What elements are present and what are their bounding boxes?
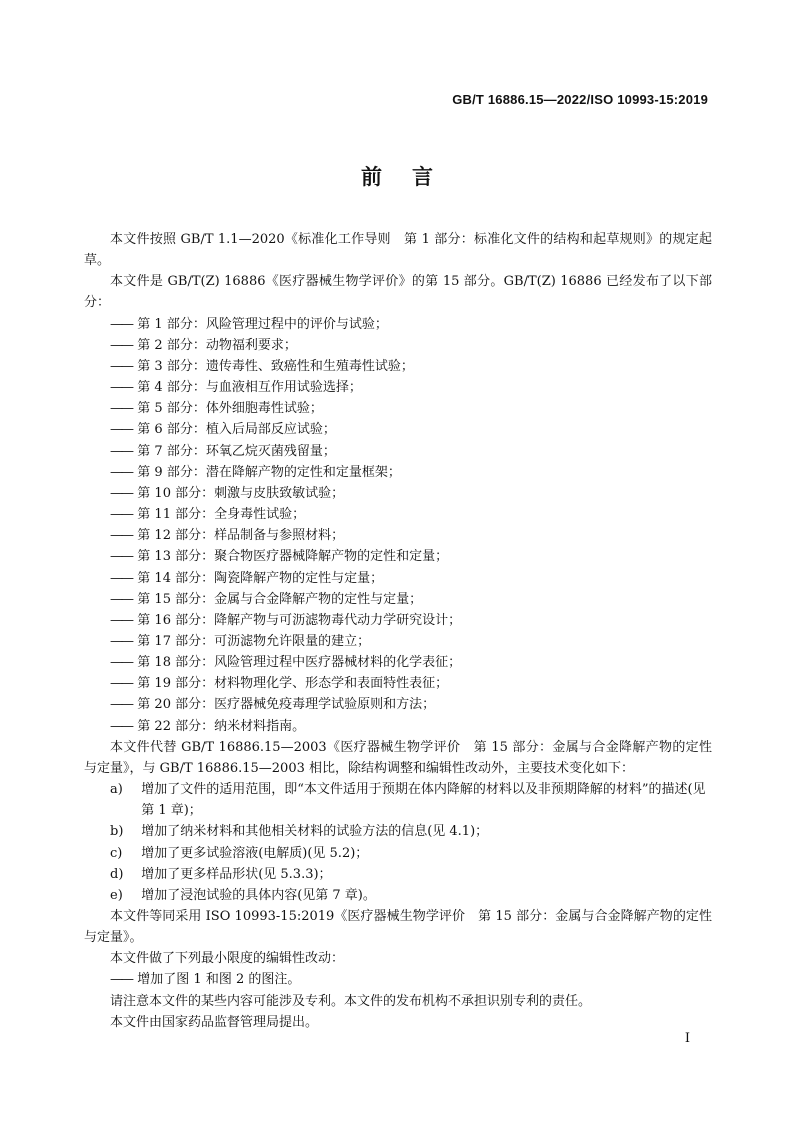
- change-item: [84, 821, 712, 842]
- parts-list-item-text: 第 11 部分：全身毒性试验；: [137, 507, 306, 523]
- edit-item: [84, 969, 712, 990]
- parts-list-item-text: 第 19 部分：材料物理化学、形态学和表面特性表征；: [137, 676, 449, 692]
- dash-mark: ——: [110, 380, 132, 396]
- dash-mark: ——: [110, 655, 132, 671]
- dash-mark: ——: [110, 972, 132, 988]
- parts-list-item: [84, 504, 712, 525]
- changes-list: [84, 779, 712, 906]
- parts-list-item-text: 第 1 部分：风险管理过程中的评价与试验；: [137, 316, 388, 332]
- dash-mark: ——: [110, 591, 132, 607]
- change-item-label: b): [110, 824, 124, 840]
- parts-list: [84, 314, 712, 737]
- dash-mark: ——: [110, 401, 132, 417]
- edit-item-text: 增加了图 1 和图 2 的图注。: [137, 972, 301, 988]
- dash-mark: ——: [110, 528, 132, 544]
- parts-list-item: [84, 631, 712, 652]
- parts-list-item: [84, 377, 712, 398]
- change-item-text: 增加了更多样品形状(见 5.3.3)；: [141, 866, 332, 882]
- dash-mark: ——: [110, 422, 132, 438]
- parts-list-item: [84, 314, 712, 335]
- dash-mark: ——: [110, 464, 132, 480]
- replace-paragraph: 本文件代替 GB/T 16886.15—2003《医疗器械生物学评价 第 15 部分：金属与合金降解产物的定性与定量》，与 GB/T 16886.15—2003 相比，除结构调整和编辑性改动外，主要技术变化如下：: [84, 739, 712, 776]
- parts-list-item: [84, 652, 712, 673]
- parts-list-item: [84, 546, 712, 567]
- dash-mark: ——: [110, 570, 132, 586]
- parts-list-item-text: 第 10 部分：刺激与皮肤致敏试验；: [137, 485, 345, 501]
- parts-list-item: [84, 673, 712, 694]
- parts-list-item-text: 第 4 部分：与血液相互作用试验选择；: [137, 380, 362, 396]
- dash-mark: ——: [110, 358, 132, 374]
- parts-list-item-text: 第 20 部分：医疗器械免疫毒理学试验原则和方法；: [137, 697, 436, 713]
- parts-list-item: [84, 356, 712, 377]
- parts-list-item-text: 第 14 部分：陶瓷降解产物的定性与定量；: [137, 570, 384, 586]
- parts-list-item: [84, 589, 712, 610]
- document-body: [84, 229, 712, 1033]
- dash-mark: ——: [110, 633, 132, 649]
- page-number: I: [684, 1031, 690, 1046]
- parts-list-item: [84, 568, 712, 589]
- parts-list-item: [84, 398, 712, 419]
- document-header: GB/T 16886.15—2022/ISO 10993-15:2019: [452, 92, 708, 107]
- parts-list-item: [84, 419, 712, 440]
- dash-mark: ——: [110, 443, 132, 459]
- parts-list-item: [84, 694, 712, 715]
- parts-list-item-text: 第 9 部分：潜在降解产物的定性和定量框架；: [137, 464, 401, 480]
- change-item-label: a): [110, 782, 123, 798]
- parts-list-item-text: 第 16 部分：降解产物与可沥滤物毒代动力学研究设计；: [137, 612, 462, 628]
- change-item-label: e): [110, 887, 123, 903]
- parts-list-item: [84, 462, 712, 483]
- parts-list-item-text: 第 6 部分：植入后局部反应试验；: [137, 422, 336, 438]
- parts-list-item-text: 第 2 部分：动物福利要求；: [137, 337, 297, 353]
- page-title: 前言: [361, 165, 463, 189]
- edit-paragraph: 本文件做了下列最小限度的编辑性改动：: [110, 951, 345, 967]
- dash-mark: ——: [110, 718, 132, 734]
- dash-mark: ——: [110, 676, 132, 692]
- dash-mark: ——: [110, 485, 132, 501]
- parts-list-item-text: 第 12 部分：样品制备与参照材料；: [137, 528, 345, 544]
- change-item: [84, 843, 712, 864]
- dash-mark: ——: [110, 549, 132, 565]
- change-item-text: 增加了更多试验溶液(电解质)(见 5.2)；: [141, 845, 369, 861]
- parts-list-item-text: 第 15 部分：金属与合金降解产物的定性与定量；: [137, 591, 423, 607]
- parts-list-item-text: 第 22 部分：纳米材料指南。: [137, 718, 306, 734]
- change-item: [84, 864, 712, 885]
- change-item-text: 增加了浸泡试验的具体内容(见第 7 章)。: [141, 887, 376, 903]
- change-item: [84, 885, 712, 906]
- change-item: [84, 779, 712, 821]
- patent-paragraph: 请注意本文件的某些内容可能涉及专利。本文件的发布机构不承担识别专利的责任。: [110, 993, 592, 1009]
- dash-mark: ——: [110, 612, 132, 628]
- dash-mark: ——: [110, 507, 132, 523]
- change-item-label: d): [110, 866, 124, 882]
- dash-mark: ——: [110, 337, 132, 353]
- parts-list-item-text: 第 18 部分：风险管理过程中医疗器械材料的化学表征；: [137, 655, 462, 671]
- proposer-paragraph: 本文件由国家药品监督管理局提出。: [110, 1014, 319, 1030]
- parts-list-item-text: 第 7 部分：环氧乙烷灭菌残留量；: [137, 443, 336, 459]
- parts-list-item: [84, 483, 712, 504]
- change-item-text: 增加了纳米材料和其他相关材料的试验方法的信息(见 4.1)；: [141, 824, 489, 840]
- dash-mark: ——: [110, 316, 132, 332]
- intro-paragraph-1: 本文件按照 GB/T 1.1—2020《标准化工作导则 第 1 部分：标准化文件的结构和起草规则》的规定起草。: [84, 232, 712, 269]
- parts-list-item: [84, 335, 712, 356]
- parts-list-item: [84, 441, 712, 462]
- dash-mark: ——: [110, 697, 132, 713]
- parts-list-item-text: 第 13 部分：聚合物医疗器械降解产物的定性和定量；: [137, 549, 449, 565]
- parts-list-item-text: 第 3 部分：遗传毒性、致癌性和生殖毒性试验；: [137, 358, 414, 374]
- change-item-label: c): [110, 845, 123, 861]
- parts-list-item: [84, 716, 712, 737]
- parts-list-item-text: 第 5 部分：体外细胞毒性试验；: [137, 401, 323, 417]
- iso-paragraph: 本文件等同采用 ISO 10993-15:2019《医疗器械生物学评价 第 15 部分：金属与合金降解产物的定性与定量》。: [84, 909, 712, 946]
- parts-list-item: [84, 610, 712, 631]
- intro-paragraph-2: 本文件是 GB/T(Z) 16886《医疗器械生物学评价》的第 15 部分。GB/T(Z) 16886 已经发布了以下部分：: [84, 274, 712, 311]
- parts-list-item: [84, 525, 712, 546]
- parts-list-item-text: 第 17 部分：可沥滤物允许限量的建立；: [137, 633, 371, 649]
- change-item-text: 增加了文件的适用范围，即“本文件适用于预期在体内降解的材料以及非预期降解的材料”的描述(见第 1 章)；: [141, 782, 706, 819]
